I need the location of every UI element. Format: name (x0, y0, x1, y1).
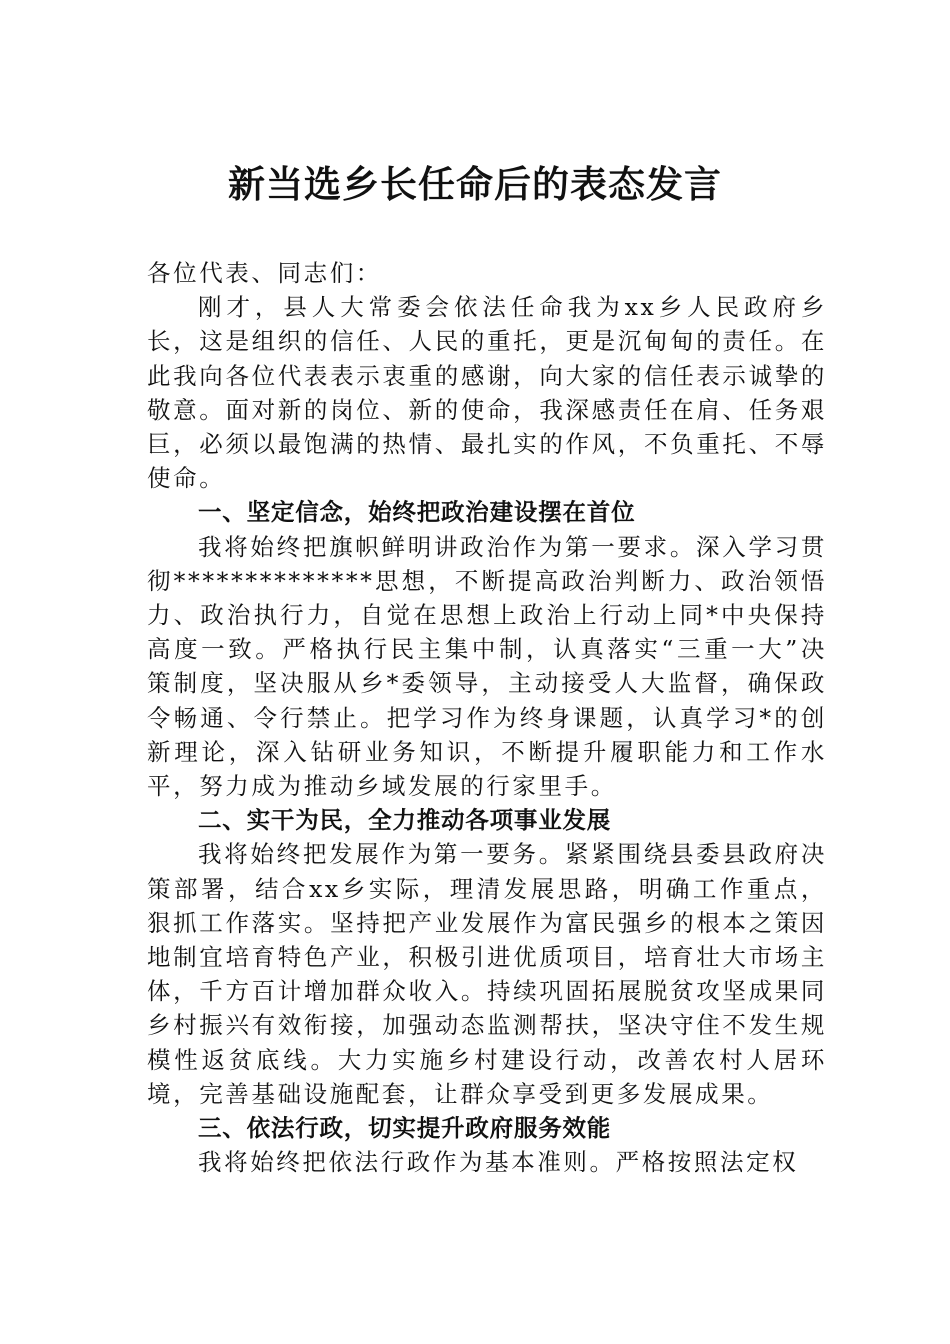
document-title: 新当选乡长任命后的表态发言 (228, 162, 722, 206)
document-body (147, 256, 827, 1179)
section-paragraph-1: 我将始终把旗帜鲜明讲政治作为第一要求。深入学习贯彻**************思想，不断提高政治判断力、政治领悟力、政治执行力，自觉在思想上政治上行动上同*中央保持高度一致。严格执行民主集中制，认真落实“三重一大”决策制度，坚决服从乡*委领导，主动接受人大监督，确保政令畅通、令行禁止。把学习作为终身课题，认真学习*的创新理论，深入钻研业务知识，不断提升履职能力和工作水平，努力成为推动乡域发展的行家里手。 (147, 532, 827, 801)
section-paragraph-2: 我将始终把发展作为第一要务。紧紧围绕县委县政府决策部署，结合xx乡实际，理清发展思路，明确工作重点，狠抓工作落实。坚持把产业发展作为富民强乡的根本之策因地制宜培育特色产业，积极引进优质项目，培育壮大市场主体，千方百计增加群众收入。持续巩固拓展脱贫攻坚成果同乡村振兴有效衔接，加强动态监测帮扶，坚决守住不发生规模性返贫底线。大力实施乡村建设行动，改善农村人居环境，完善基础设施配套，让群众享受到更多发展成果。 (147, 840, 827, 1108)
section-paragraph-3: 我将始终把依法行政作为基本准则。严格按照法定权 (198, 1148, 799, 1177)
intro-paragraph: 刚才，县人大常委会依法任命我为xx乡人民政府乡长，这是组织的信任、人民的重托，更是沉甸甸的责任。在此我向各位代表表示衷重的感谢，向大家的信任表示诚挚的敬意。面对新的岗位、新的使命，我深感责任在肩、任务艰巨，必须以最饱满的热情、最扎实的作风，不负重托、不辱使命。 (147, 293, 827, 493)
section-heading-3: 三、依法行政，切实提升政府服务效能 (198, 1114, 612, 1143)
salutation: 各位代表、同志们： (147, 259, 382, 287)
section-heading-1: 一、坚定信念，始终把政治建设摆在首位 (198, 498, 636, 527)
section-heading-2: 二、实干为民，全力推动各项事业发展 (198, 806, 612, 835)
